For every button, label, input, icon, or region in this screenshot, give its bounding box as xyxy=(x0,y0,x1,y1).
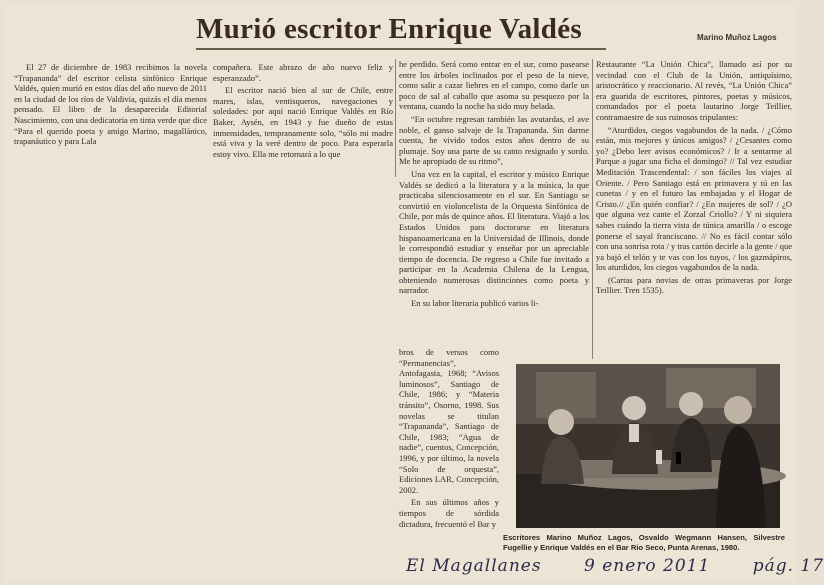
column-1 xyxy=(14,62,207,174)
column-3-paragraph: “En octubre regresan también las avutardas, el ave noble, el ganso salvaje de la Trapananda. Sin darme cuenta, he vivido todos estos años dentro de su plumaje. Soy una parte de su canto resignado y sordo. Me he apropiado de su ritmo”, xyxy=(399,113,589,167)
headline: Murió escritor Enrique Valdés xyxy=(196,13,582,45)
photo-illustration xyxy=(516,364,780,528)
column-3-continued xyxy=(399,347,499,579)
newspaper-clipping xyxy=(3,3,824,582)
column-3-paragraph: Una vez en la capital, el escritor y músico Enrique Valdés se dedicó a la literatura y a la música, la que practicaba silenciosamente en el sur. En Santiago se convirtió en violoncelista de la Orquesta Sinfónica de Chile, por más de quince años. El literatura. Viajó a los Estados Unidos para doctorarse en literatura hispanoamericana en la Universidad de Illinois, donde le correspondió estudiar y enseñar por un apreciable tiempo de docencia. De regreso a Chile fue invitado a participar en la Academia Chilena de la Lengua, obteniendo numerosas distinciones como poeta y narrador. xyxy=(399,168,589,296)
column-3b-paragraph: bros de versos como “Permanencias”, Antofagasta, 1968; “Avisos luminosos”, Santiago de Chile, 1986; y “Materia tránsito”, Osorno, 1998. Sus novelas se titulan “Trapananda”, Santiago de Chile, 1983; “Agua de nadie”, cuentos, Concepción, 1996, y por último, la novela “Solo de orquesta”, Ediciones LAR, Concepción, 2002. xyxy=(399,347,499,495)
column-1-paragraph: El 27 de diciembre de 1983 recibimos la novela “Trapananda” del escritor celista sinfónico Enrique Valdés, quien murió en estos días del año nuevo de 2011 en la ciudad de los ríos de Valdivia, quizás el día menos pensado. El libro de la desaparecida Editorial Nascimiento, con una dedicatoria en tinta verde que dice “Para el querido poeta y amigo Marino, magallánico, trapanáutico y para Lala xyxy=(14,62,207,147)
column-4-poem: “Aturdidos, ciegos vagabundos de la nada. / ¿Cómo están, mis mejores y únicos amigos? / ¿Cesantes como yo? ¿Debo leer avisos económicos? / Ir a sentarme al Parque a jugar una ficha el domingo? // Tal vez estudiar Meditación Trascendental: / son fáciles los viajes al Oriente. / Pero Santiago está en primavera y tú en las cunetas / y en el futuro las embajadas y el Hogar de Cristo.// ¿En quién confiar? / ¿En mujeres de sol? / ¿O que alguna vez cante el Zorzal Criollo? / Y ni siquiera sabes cuándo la tierra vista de túnica amarilla / o escoge ponerse el sayal franciscano. // No es fácil contar sólo con una sonrisa rota / y tras cartón decirle a la gente / que ya bajó el telón y te vas con los tuyos, / los gazmápiros, los aturdidos, los ciegos vagabundos de la nada. xyxy=(596,124,792,273)
photo-caption: Escritores Marino Muñoz Lagos, Osvaldo Wegmann Hansen, Silvestre Fugellie y Enrique Valdés en el Bar Rio Seco, Punta Arenas, 1980. xyxy=(503,533,785,552)
handwritten-page: pág. 17 xyxy=(752,556,824,576)
handwritten-annotation xyxy=(406,556,824,576)
column-2-paragraph: El escritor nació bien al sur de Chile, entre mares, islas, ventisqueros, navegaciones y soledades: por aquí nació Enrique Valdés en Río Baker, Aysén, en 1943 y fue dueño de estas inmensidades, tempranamente solo, “sólo mi madre está viva y la veré dentro de poco. Para esperarla estoy vivo. Ella me retornará a lo que xyxy=(213,85,393,159)
column-4-citation: (Cartas para novias de otras primaveras por Jorge Teillier. Tren 1535). xyxy=(596,274,792,296)
column-2 xyxy=(213,62,393,174)
writers-photo xyxy=(516,364,780,528)
column-divider xyxy=(592,59,593,359)
column-3b-paragraph: En sus últimos años y tiempos de sórdida dictadura, frecuentó el Bar y xyxy=(399,497,499,529)
handwritten-source: El Magallanes xyxy=(406,556,542,576)
column-3-paragraph: En su labor literaria publicó varios li- xyxy=(411,298,539,309)
column-2-paragraph: compañera. Este abrazo de año nuevo feliz y esperanzado”. xyxy=(213,62,393,83)
column-divider xyxy=(395,59,396,177)
column-4 xyxy=(596,59,792,367)
handwritten-date: 9 enero 2011 xyxy=(583,556,711,576)
column-3 xyxy=(399,59,589,359)
byline: Marino Muñoz Lagos xyxy=(697,33,777,42)
column-4-paragraph: Restaurante “La Unión Chica”, llamado así por su vecindad con el Club de la Unión, antiquísimo, aristocrático y reaccionario. Al revés, “La Unión Chica” era guarida de escritores, pintores, poetas y músicos, comandados por el poeta lautarino Jorge Teillier, contramaestre de sus ruinosos tripulantes: xyxy=(596,59,792,122)
column-3-paragraph: he perdido. Será como entrar en el sur, como pasearse entre los árboles inclinados por el peso de la nieve, como salir a cazar liebres en el campo, como darle un poco de sal al caballo que asoma su pesquezo por la ventana, cuando la noche ha sido muy helada. xyxy=(399,59,589,112)
headline-rule xyxy=(196,48,606,50)
